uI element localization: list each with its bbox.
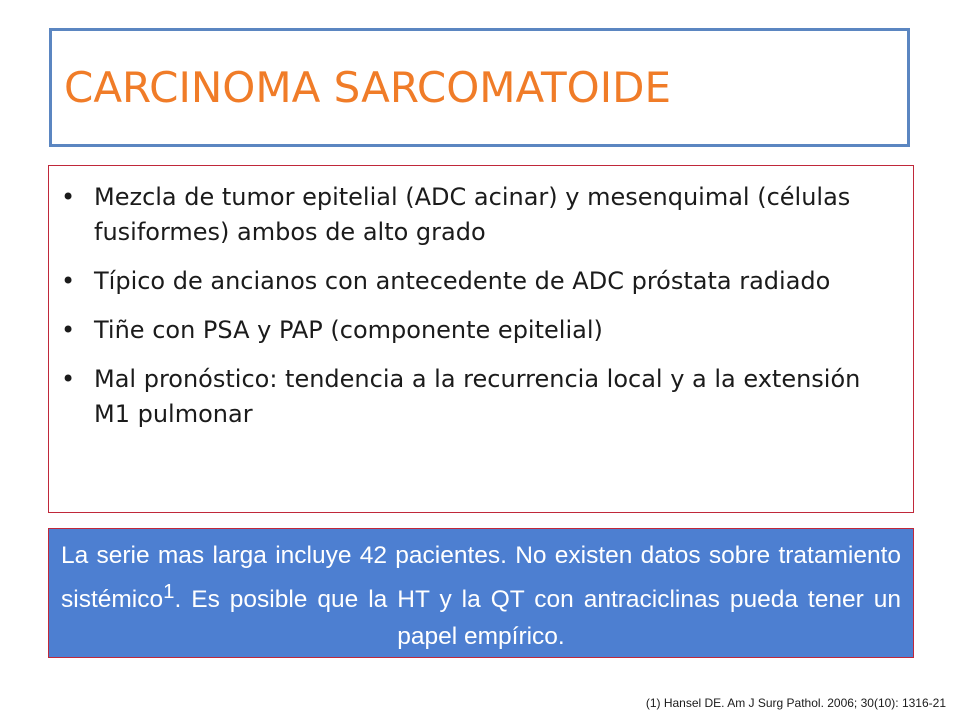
- bullet-dot: •: [61, 267, 76, 295]
- bullet-dot: •: [61, 365, 76, 393]
- bullet-dot: •: [61, 183, 76, 211]
- bullet-item: [59, 362, 893, 432]
- bullet-text: Mezcla de tumor epitelial (ADC acinar) y mesenquimal (células fusiformes) ambos de alto grado: [94, 183, 851, 246]
- bullet-item: [59, 180, 893, 250]
- note-text-after: . Es posible que la HT y la QT con antraciclinas pueda tener un papel empírico.: [174, 586, 901, 651]
- title-box: [49, 28, 910, 147]
- summary-note-box: [48, 528, 914, 658]
- bullet-box: [48, 165, 914, 513]
- bullet-dot: •: [61, 316, 76, 344]
- bullet-item: [59, 264, 893, 299]
- bullet-text: Tiñe con PSA y PAP (componente epitelial): [94, 316, 603, 344]
- bullet-text: Mal pronóstico: tendencia a la recurrencia local y a la extensión M1 pulmonar: [94, 365, 861, 428]
- bullet-list: [49, 166, 913, 432]
- note-reference-superscript: 1: [163, 581, 175, 603]
- bullet-text: Típico de ancianos con antecedente de ADC próstata radiado: [94, 267, 831, 295]
- bullet-item: [59, 313, 893, 348]
- slide-title: CARCINOMA SARCOMATOIDE: [64, 63, 671, 112]
- reference-footnote: (1) Hansel DE. Am J Surg Pathol. 2006; 30(10): 1316-21: [645, 696, 946, 710]
- note-text-before: La serie mas larga incluye 42 pacientes. No existen datos sobre tratamiento sistémico: [61, 542, 901, 614]
